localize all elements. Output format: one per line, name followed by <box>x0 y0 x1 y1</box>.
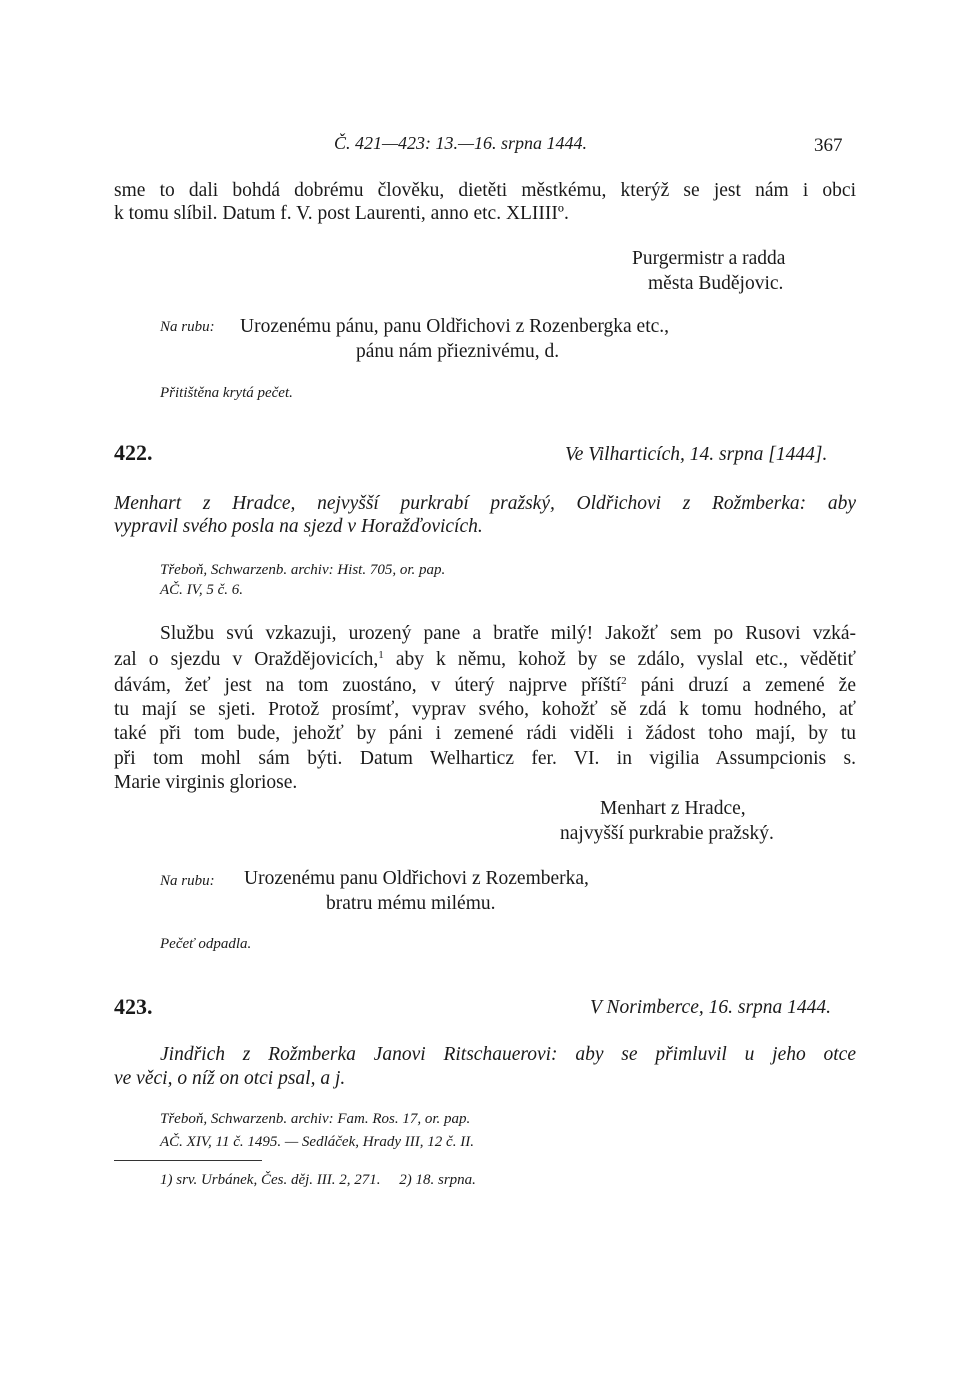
document-number: 422. <box>114 440 153 465</box>
source-line: AČ. XIV, 11 č. 1495. — Sedláček, Hrady III, 12 č. II. <box>160 1134 474 1150</box>
verso-label: Na rubu: <box>160 319 215 335</box>
text-line: Službu svú vzkazuji, urozený pane a bratře milý! Jakožť sem po Rusovi vzká- <box>160 623 856 644</box>
seal-note: Přitištěna krytá pečet. <box>160 385 293 401</box>
signature-line: města Budějovic. <box>648 273 784 294</box>
text-line: Marie virginis gloriose. <box>114 772 298 793</box>
verso-line: pánu nám přieznivému, d. <box>356 341 560 362</box>
footnotes: 1) srv. Urbánek, Čes. děj. III. 2, 271. 2) 18. srpna. <box>160 1172 476 1188</box>
text-line: sme to dali bohdá dobrému člověku, dietěti městkému, kterýž se jest nám i obci <box>114 180 856 201</box>
seal-note: Pečeť odpadla. <box>160 936 252 952</box>
footnote-mark: 2 <box>621 675 627 687</box>
footnote-separator <box>114 1160 262 1161</box>
text-line: dávám, žeť jest na tom zuostáno, v úterý najprve příští$^2$ páni druzí a zemené že <box>114 675 856 696</box>
place-date: Ve Vilharticích, 14. srpna [1444]. <box>565 444 828 465</box>
signature-line: Menhart z Hradce, <box>600 798 746 819</box>
page-number: 367 <box>814 135 843 156</box>
source-line: Třeboň, Schwarzenb. archiv: Hist. 705, or. pap. <box>160 562 446 578</box>
summary-line: Jindřich z Rožmberka Janovi Ritschauerovi: aby se přimluvil u jeho otce <box>160 1044 856 1065</box>
footnote-mark: 1 <box>378 649 384 661</box>
verso-label: Na rubu: <box>160 873 215 889</box>
text-line: tu mají se sjeti. Protož prosímť, vyprav svého, kohožť sě zdá k tomu hodného, ať <box>114 699 856 720</box>
summary-line: ve věci, o níž on otci psal, a j. <box>114 1068 346 1089</box>
verso-line: Urozenému pánu, panu Oldřichovi z Rozenbergka etc., <box>240 316 670 337</box>
verso-line: Urozenému panu Oldřichovi z Rozemberka, <box>244 868 589 889</box>
summary-line: vypravil svého posla na sjezd v Horažďovicích. <box>114 516 483 537</box>
text-line: k tomu slíbil. Datum f. V. post Laurenti, anno etc. XLIIIIº. <box>114 203 569 224</box>
running-title: Č. 421—423: 13.—16. srpna 1444. <box>334 133 588 153</box>
source-line: AČ. IV, 5 č. 6. <box>160 582 244 598</box>
document-number: 423. <box>114 994 153 1019</box>
text-line: při tom mohl sám býti. Datum Welharticz fer. VI. in vigilia Assumpcionis s. <box>114 748 856 769</box>
signature-line: najvyšší purkrabie pražský. <box>560 823 774 844</box>
text-line: zal o sjezdu v Oraždějovicích,$^1$ aby k němu, kohož by se zdálo, vyslal etc., vědětiť <box>114 649 856 670</box>
verso-line: bratru mému milému. <box>326 893 496 914</box>
summary-line: Menhart z Hradce, nejvyšší purkrabí pražský, Oldřichovi z Rožmberka: aby <box>114 493 856 514</box>
signature-line: Purgermistr a radda <box>632 248 786 269</box>
place-date: V Norimberce, 16. srpna 1444. <box>590 997 832 1018</box>
text-line: také při tom bude, jehožť by páni i zemené rádi viděli i žádost toho mají, by tu <box>114 723 856 744</box>
source-line: Třeboň, Schwarzenb. archiv: Fam. Ros. 17, or. pap. <box>160 1111 471 1127</box>
